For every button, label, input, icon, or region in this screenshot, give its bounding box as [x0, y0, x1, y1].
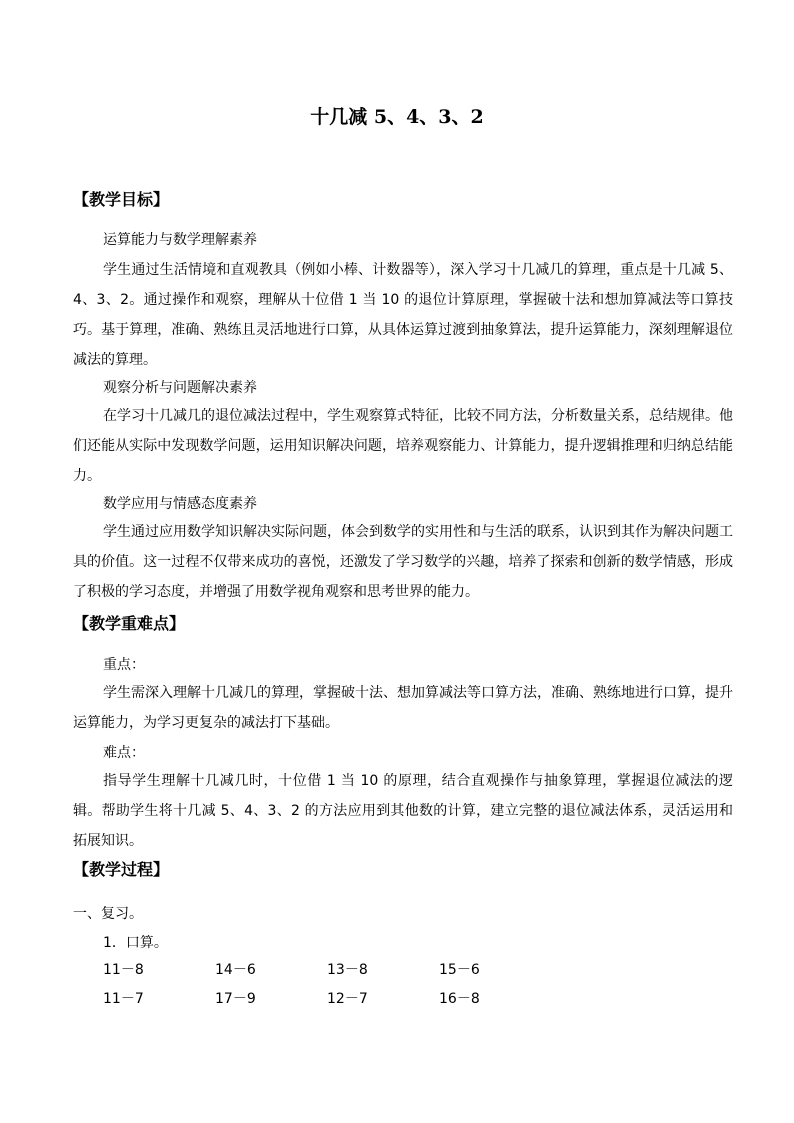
exercise: 17－9: [215, 991, 256, 1007]
exercise: 11－8: [103, 962, 144, 978]
goal-2-subtitle: 观察分析与问题解决素养: [103, 380, 257, 396]
exercise: 15－6: [439, 962, 480, 978]
exercise: 16－8: [439, 991, 480, 1007]
exercise: 11－7: [103, 991, 144, 1007]
focus-label: 重点：: [103, 657, 145, 673]
difficulty-label: 难点：: [103, 745, 145, 761]
document-title: 十几减 5、4、3、2: [310, 106, 484, 128]
exercise: 12－7: [327, 991, 368, 1007]
goals-heading: 【教学目标】: [73, 190, 170, 209]
key-points-heading: 【教学重难点】: [73, 614, 186, 633]
review-section-title: 一、复习。: [73, 906, 143, 922]
goal-3-text: 学生通过应用数学知识解决实际问题，体会到数学的实用性和与生活的联系，认识到其作为解决问题工具的价值。这一过程不仅带来成功的喜悦，还激发了学习数学的兴趣，培养了探索和创新的数学情感，形成了积极的学习态度，并增强了用数学视角观察和思考世界的能力。: [73, 524, 733, 600]
difficulty-text: 指导学生理解十几减几时，十位借 1 当 10 的原理，结合直观操作与抽象算理，掌握退位减法的逻辑。帮助学生将十几减 5、4、3、2 的方法应用到其他数的计算，建立完整的退位减法体系，灵活运用和拓展知识。: [73, 773, 733, 849]
goal-2-text: 在学习十几减几的退位减法过程中，学生观察算式特征，比较不同方法，分析数量关系，总结规律。他们还能从实际中发现数学问题，运用知识解决问题，培养观察能力、计算能力，提升逻辑推理和归纳总结能力。: [73, 408, 733, 484]
goal-3-subtitle: 数学应用与情感态度素养: [103, 496, 257, 512]
exercise: 13－8: [327, 962, 368, 978]
process-heading: 【教学过程】: [73, 860, 170, 879]
focus-text: 学生需深入理解十几减几的算理，掌握破十法、想加算减法等口算方法，准确、熟练地进行口算，提升运算能力，为学习更复杂的减法打下基础。: [73, 685, 733, 731]
goal-1-text: 学生通过生活情境和直观教具（例如小棒、计数器等），深入学习十几减几的算理，重点是十几减 5、4、3、2。通过操作和观察，理解从十位借 1 当 10 的退位计算原理，掌握破十法和想加算减法等口算技巧。基于算理，准确、熟练且灵活地进行口算，从具体运算过渡到抽象算法，提升运算能力，深刻理解退位减法的算理。: [73, 262, 733, 368]
oral-calc-item: 1．口算。: [103, 935, 168, 951]
goal-1-subtitle: 运算能力与数学理解素养: [103, 232, 257, 248]
exercise: 14－6: [215, 962, 256, 978]
